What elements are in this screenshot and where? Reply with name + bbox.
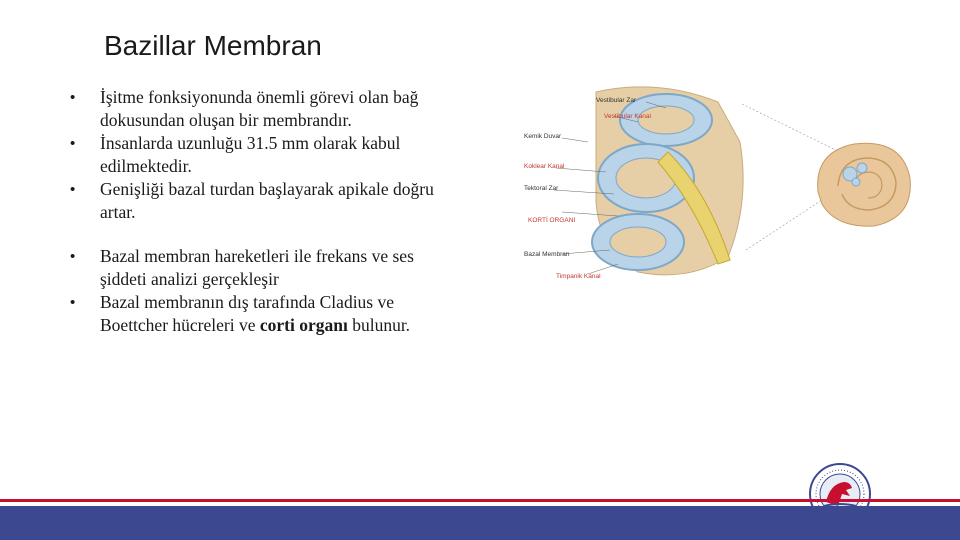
bullet-item: • Bazal membran hareketleri ile frekans ve ses şiddeti analizi gerçekleşir (66, 245, 446, 291)
apical-turn-inner (638, 106, 694, 134)
label-vestibular-kanal: Vestibular Kanal (604, 113, 651, 120)
cochlea-illustration (518, 82, 918, 292)
label-timpanik-kanal: Timpanik Kanal (556, 273, 601, 280)
label-bazal-membran: Bazal Membran (524, 251, 570, 258)
cochlea-shell (818, 143, 911, 226)
label-korti-organi: KORTİ ORGANI (528, 217, 576, 224)
bullet-item: • İşitme fonksiyonunda önemli görevi olan bağ dokusundan oluşan bir membrandır. (66, 86, 446, 132)
basal-turn-inner (610, 227, 666, 257)
slide-title: Bazillar Membran (104, 30, 322, 61)
bullet-item (66, 291, 446, 337)
footer-bar (0, 506, 960, 540)
footer-accent-line (0, 499, 960, 502)
label-kemik-duvar: Kemik Duvar (524, 133, 562, 140)
cochlea-svg (518, 82, 918, 292)
label-koklear-kanal: Koklear Kanal (524, 163, 565, 170)
bullet-item: • İnsanlarda uzunluğu 31.5 mm olarak kabul edilmektedir. (66, 132, 446, 178)
bullet-list (66, 86, 446, 337)
label-tektoral-zar: Tektoral Zar (524, 185, 559, 192)
bullet-bold-text: corti organı (259, 315, 348, 335)
bullet-text: Bazal membranın dış tarafında Cladius ve Boettcher hücreleri ve (100, 292, 395, 335)
label-vestibular-zar: Vestibular Zar (596, 97, 637, 104)
bullet-item: • Genişliği bazal turdan başlayarak apikale doğru artar. (66, 178, 446, 224)
bullet-text: bulunur. (347, 315, 411, 335)
